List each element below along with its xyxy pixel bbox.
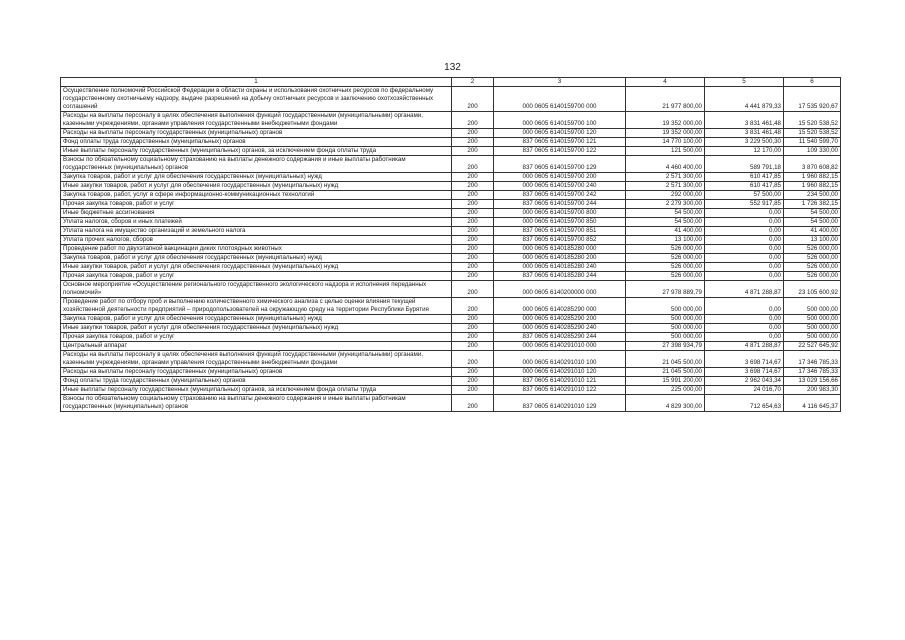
row-value-cell: 500 000,00	[784, 333, 841, 342]
row-value-cell: 526 000,00	[784, 272, 841, 281]
row-value-cell: 13 100,00	[626, 236, 705, 245]
row-value-cell: 27 398 934,79	[626, 342, 705, 351]
table-row	[61, 386, 841, 395]
row-name-cell: Закупка товаров, работ и услуг для обеспечения государственных (муниципальных) нужд	[61, 173, 452, 182]
row-classification-code-cell: 837 0605 6140291010 121	[494, 377, 626, 386]
table-row	[61, 298, 841, 315]
row-value-cell: 14 770 100,00	[626, 138, 705, 147]
row-value-cell: 21 045 500,00	[626, 368, 705, 377]
table-row	[61, 191, 841, 200]
row-classification-code-cell: 000 0605 6140159700 240	[494, 182, 626, 191]
row-value-cell: 15 520 538,52	[784, 129, 841, 138]
row-classification-code-cell: 000 0605 6140159700 120	[494, 129, 626, 138]
row-classification-code-cell: 000 0605 6140285290 200	[494, 315, 626, 324]
row-value-cell: 0,00	[705, 245, 784, 254]
row-line-code-cell: 200	[452, 368, 494, 377]
table-row	[61, 254, 841, 263]
row-classification-code-cell: 000 0605 6140185280 200	[494, 254, 626, 263]
row-name-cell: Проведение работ по отбору проб и выполнению количественного химического анализа с целью оценки влияния текущей хозяйственной деятельности предприятий – природопользователей на окружающую среду на территории Республики Бурятия	[61, 298, 452, 315]
row-classification-code-cell: 000 0605 6140285290 000	[494, 298, 626, 315]
row-name-cell: Иные выплаты персоналу государственных (муниципальных) органов, за исключением фонда оплаты труда	[61, 147, 452, 156]
row-value-cell: 54 500,00	[626, 209, 705, 218]
row-name-cell: Иные закупки товаров, работ и услуг для обеспечения государственных (муниципальных) нужд	[61, 263, 452, 272]
row-name-cell: Уплата налога на имущество организаций и земельного налога	[61, 227, 452, 236]
row-value-cell: 500 000,00	[626, 324, 705, 333]
table-row	[61, 351, 841, 368]
row-value-cell: 0,00	[705, 324, 784, 333]
row-line-code-cell: 200	[452, 333, 494, 342]
row-value-cell: 24 016,70	[705, 386, 784, 395]
row-value-cell: 2 962 043,34	[705, 377, 784, 386]
row-classification-code-cell: 837 0605 6140159700 244	[494, 200, 626, 209]
row-line-code-cell: 200	[452, 377, 494, 386]
row-name-cell: Иные закупки товаров, работ и услуг для обеспечения государственных (муниципальных) нужд	[61, 324, 452, 333]
row-name-cell: Расходы на выплаты персоналу в целях обеспечения выполнения функций государственными (муниципальными) органами, казенными учреждениями, органами управления государственными внебюджетными фондами	[61, 351, 452, 368]
row-classification-code-cell: 000 0605 6140291010 000	[494, 342, 626, 351]
row-name-cell: Расходы на выплаты персоналу государственных (муниципальных) органов	[61, 368, 452, 377]
row-value-cell: 2 571 300,00	[626, 182, 705, 191]
row-value-cell: 526 000,00	[626, 272, 705, 281]
row-value-cell: 121 500,00	[626, 147, 705, 156]
row-value-cell: 15 520 538,52	[784, 112, 841, 129]
row-classification-code-cell: 000 0605 6140159700 850	[494, 218, 626, 227]
row-classification-code-cell: 000 0605 6140185280 000	[494, 245, 626, 254]
table-row	[61, 395, 841, 412]
row-value-cell: 0,00	[705, 298, 784, 315]
header-cell: 6	[784, 78, 841, 87]
row-line-code-cell: 200	[452, 173, 494, 182]
row-name-cell: Проведение работ по двухэтапной вакцинации диких плотоядных животных	[61, 245, 452, 254]
table-row	[61, 236, 841, 245]
row-value-cell: 4 441 879,33	[705, 87, 784, 112]
row-value-cell: 3 870 608,82	[784, 156, 841, 173]
table-row	[61, 129, 841, 138]
row-value-cell: 57 500,00	[705, 191, 784, 200]
row-value-cell: 54 500,00	[784, 218, 841, 227]
row-value-cell: 0,00	[705, 209, 784, 218]
row-line-code-cell: 200	[452, 281, 494, 298]
row-value-cell: 11 540 599,70	[784, 138, 841, 147]
row-value-cell: 2 571 300,00	[626, 173, 705, 182]
row-line-code-cell: 200	[452, 315, 494, 324]
row-value-cell: 0,00	[705, 272, 784, 281]
row-value-cell: 0,00	[705, 254, 784, 263]
row-value-cell: 4 829 300,00	[626, 395, 705, 412]
table-row	[61, 138, 841, 147]
header-cell: 3	[494, 78, 626, 87]
row-value-cell: 23 105 600,92	[784, 281, 841, 298]
row-name-cell: Закупка товаров, работ и услуг для обеспечения государственных (муниципальных) нужд	[61, 254, 452, 263]
row-value-cell: 4 871 288,87	[705, 342, 784, 351]
row-line-code-cell: 200	[452, 263, 494, 272]
row-name-cell: Взносы по обязательному социальному страхованию на выплаты денежного содержания и иные выплаты работникам государственных (муниципальных) органов	[61, 156, 452, 173]
row-classification-code-cell: 000 0605 6140291010 100	[494, 351, 626, 368]
row-value-cell: 1 960 882,15	[784, 173, 841, 182]
row-line-code-cell: 200	[452, 227, 494, 236]
row-value-cell: 19 352 000,00	[626, 112, 705, 129]
table-row	[61, 218, 841, 227]
row-classification-code-cell: 000 0605 6140185280 240	[494, 263, 626, 272]
row-line-code-cell: 200	[452, 236, 494, 245]
row-line-code-cell: 200	[452, 129, 494, 138]
row-value-cell: 0,00	[705, 315, 784, 324]
table-row	[61, 173, 841, 182]
table-row	[61, 315, 841, 324]
row-classification-code-cell: 000 0605 6140285290 240	[494, 324, 626, 333]
header-cell: 4	[626, 78, 705, 87]
table-row	[61, 182, 841, 191]
row-value-cell: 1 726 382,15	[784, 200, 841, 209]
row-value-cell: 225 000,00	[626, 386, 705, 395]
row-classification-code-cell: 000 0605 6140291010 120	[494, 368, 626, 377]
row-line-code-cell: 200	[452, 209, 494, 218]
row-name-cell: Закупка товаров, работ, услуг в сфере информационно-коммуникационных технологий	[61, 191, 452, 200]
row-value-cell: 21 045 500,00	[626, 351, 705, 368]
row-value-cell: 15 991 200,00	[626, 377, 705, 386]
header-cell: 2	[452, 78, 494, 87]
row-value-cell: 292 000,00	[626, 191, 705, 200]
row-value-cell: 3 229 500,30	[705, 138, 784, 147]
row-value-cell: 526 000,00	[626, 245, 705, 254]
row-name-cell: Прочая закупка товаров, работ и услуг	[61, 200, 452, 209]
row-value-cell: 712 654,63	[705, 395, 784, 412]
table-row	[61, 272, 841, 281]
row-value-cell: 0,00	[705, 218, 784, 227]
table-row	[61, 263, 841, 272]
header-cell: 1	[61, 78, 452, 87]
row-name-cell: Расходы на выплаты персоналу государственных (муниципальных) органов	[61, 129, 452, 138]
row-value-cell: 610 417,85	[705, 182, 784, 191]
table-row	[61, 377, 841, 386]
row-classification-code-cell: 837 0605 6140159700 121	[494, 138, 626, 147]
row-classification-code-cell: 837 0605 6140159700 852	[494, 236, 626, 245]
row-classification-code-cell: 000 0605 6140200000 000	[494, 281, 626, 298]
row-name-cell: Прочая закупка товаров, работ и услуг	[61, 333, 452, 342]
row-value-cell: 3 831 461,48	[705, 129, 784, 138]
table-row	[61, 368, 841, 377]
row-value-cell: 500 000,00	[626, 298, 705, 315]
table-row	[61, 156, 841, 173]
row-name-cell: Расходы на выплаты персоналу в целях обеспечения выполнения функций государственными (муниципальными) органами, казенными учреждениями, органами управления государственными внебюджетными фондами	[61, 112, 452, 129]
row-name-cell: Иные бюджетные ассигнования	[61, 209, 452, 218]
row-value-cell: 0,00	[705, 236, 784, 245]
row-line-code-cell: 200	[452, 351, 494, 368]
row-name-cell: Фонд оплаты труда государственных (муниципальных) органов	[61, 138, 452, 147]
row-value-cell: 17 346 785,33	[784, 351, 841, 368]
row-line-code-cell: 200	[452, 254, 494, 263]
row-classification-code-cell: 837 0605 6140291010 129	[494, 395, 626, 412]
row-line-code-cell: 200	[452, 342, 494, 351]
row-value-cell: 589 791,18	[705, 156, 784, 173]
row-classification-code-cell: 837 0605 6140159700 122	[494, 147, 626, 156]
row-value-cell: 54 500,00	[784, 209, 841, 218]
row-value-cell: 526 000,00	[626, 254, 705, 263]
row-line-code-cell: 200	[452, 138, 494, 147]
row-name-cell: Иные выплаты персоналу государственных (муниципальных) органов, за исключением фонда оплаты труда	[61, 386, 452, 395]
row-value-cell: 500 000,00	[626, 333, 705, 342]
row-classification-code-cell: 837 0605 6140291010 122	[494, 386, 626, 395]
row-name-cell: Иные закупки товаров, работ и услуг для обеспечения государственных (муниципальных) нужд	[61, 182, 452, 191]
row-classification-code-cell: 000 0605 6140159700 100	[494, 112, 626, 129]
row-classification-code-cell: 837 0605 6140159700 242	[494, 191, 626, 200]
row-value-cell: 526 000,00	[784, 245, 841, 254]
row-value-cell: 3 831 461,48	[705, 112, 784, 129]
row-line-code-cell: 200	[452, 191, 494, 200]
row-value-cell: 17 535 920,67	[784, 87, 841, 112]
row-value-cell: 21 977 800,00	[626, 87, 705, 112]
row-value-cell: 1 960 882,15	[784, 182, 841, 191]
row-name-cell: Закупка товаров, работ и услуг для обеспечения государственных (муниципальных) нужд	[61, 315, 452, 324]
row-value-cell: 4 116 645,37	[784, 395, 841, 412]
row-value-cell: 13 100,00	[784, 236, 841, 245]
row-classification-code-cell: 837 0605 6140185280 244	[494, 272, 626, 281]
row-value-cell: 500 000,00	[784, 315, 841, 324]
row-value-cell: 0,00	[705, 333, 784, 342]
row-name-cell: Прочая закупка товаров, работ и услуг	[61, 272, 452, 281]
table-row	[61, 281, 841, 298]
row-line-code-cell: 200	[452, 324, 494, 333]
row-classification-code-cell: 837 0605 6140159700 851	[494, 227, 626, 236]
page-number: 132	[444, 62, 461, 73]
row-line-code-cell: 200	[452, 245, 494, 254]
row-value-cell: 3 698 714,67	[705, 351, 784, 368]
row-value-cell: 2 279 300,00	[626, 200, 705, 209]
row-value-cell: 234 500,00	[784, 191, 841, 200]
row-value-cell: 610 417,85	[705, 173, 784, 182]
table-row	[61, 245, 841, 254]
row-line-code-cell: 200	[452, 298, 494, 315]
row-classification-code-cell: 000 0605 6140159700 200	[494, 173, 626, 182]
row-value-cell: 4 460 400,00	[626, 156, 705, 173]
row-value-cell: 54 500,00	[626, 218, 705, 227]
row-value-cell: 12 170,00	[705, 147, 784, 156]
row-value-cell: 13 029 156,66	[784, 377, 841, 386]
row-classification-code-cell: 000 0605 6140159700 800	[494, 209, 626, 218]
row-value-cell: 526 000,00	[784, 263, 841, 272]
table-row	[61, 200, 841, 209]
row-line-code-cell: 200	[452, 218, 494, 227]
row-value-cell: 526 000,00	[626, 263, 705, 272]
row-name-cell: Осуществление полномочий Российской Федерации в области охраны и использования охотничьих ресурсов по федеральному государственному охотничьему надзору, выдаче разрешений на добычу охотничьих ресурсов и заключению охотхозяйственных соглашений	[61, 87, 452, 112]
row-value-cell: 0,00	[705, 227, 784, 236]
row-line-code-cell: 200	[452, 272, 494, 281]
row-value-cell: 526 000,00	[784, 254, 841, 263]
table-row	[61, 333, 841, 342]
row-name-cell: Уплата налогов, сборов и иных платежей	[61, 218, 452, 227]
row-line-code-cell: 200	[452, 386, 494, 395]
row-value-cell: 109 330,00	[784, 147, 841, 156]
table-row	[61, 324, 841, 333]
row-value-cell: 19 352 000,00	[626, 129, 705, 138]
row-line-code-cell: 200	[452, 395, 494, 412]
row-name-cell: Фонд оплаты труда государственных (муниципальных) органов	[61, 377, 452, 386]
row-value-cell: 41 400,00	[784, 227, 841, 236]
row-line-code-cell: 200	[452, 87, 494, 112]
row-name-cell: Взносы по обязательному социальному страхованию на выплаты денежного содержания и иные выплаты работникам государственных (муниципальных) органов	[61, 395, 452, 412]
row-value-cell: 552 917,85	[705, 200, 784, 209]
row-value-cell: 0,00	[705, 263, 784, 272]
row-value-cell: 27 978 889,79	[626, 281, 705, 298]
table-header-row	[61, 78, 841, 87]
table-row	[61, 342, 841, 351]
table-row	[61, 209, 841, 218]
row-line-code-cell: 200	[452, 182, 494, 191]
row-value-cell: 3 698 714,67	[705, 368, 784, 377]
row-classification-code-cell: 837 0605 6140285290 244	[494, 333, 626, 342]
table-row	[61, 227, 841, 236]
row-name-cell: Уплата прочих налогов, сборов	[61, 236, 452, 245]
row-value-cell: 17 346 785,33	[784, 368, 841, 377]
row-line-code-cell: 200	[452, 147, 494, 156]
row-line-code-cell: 200	[452, 156, 494, 173]
row-value-cell: 500 000,00	[784, 298, 841, 315]
table-row	[61, 147, 841, 156]
header-cell: 5	[705, 78, 784, 87]
table-row	[61, 112, 841, 129]
row-value-cell: 500 000,00	[626, 315, 705, 324]
row-line-code-cell: 200	[452, 200, 494, 209]
row-value-cell: 500 000,00	[784, 324, 841, 333]
row-value-cell: 22 527 645,92	[784, 342, 841, 351]
row-value-cell: 41 400,00	[626, 227, 705, 236]
row-name-cell: Центральный аппарат	[61, 342, 452, 351]
table-row	[61, 87, 841, 112]
row-line-code-cell: 200	[452, 112, 494, 129]
row-classification-code-cell: 000 0605 6140159700 000	[494, 87, 626, 112]
budget-table	[60, 77, 841, 412]
row-classification-code-cell: 837 0605 6140159700 129	[494, 156, 626, 173]
row-value-cell: 4 871 288,87	[705, 281, 784, 298]
row-value-cell: 200 983,30	[784, 386, 841, 395]
row-name-cell: Основное мероприятие «Осуществление регионального государственного экологического надзора и исполнения переданных полномочий»	[61, 281, 452, 298]
